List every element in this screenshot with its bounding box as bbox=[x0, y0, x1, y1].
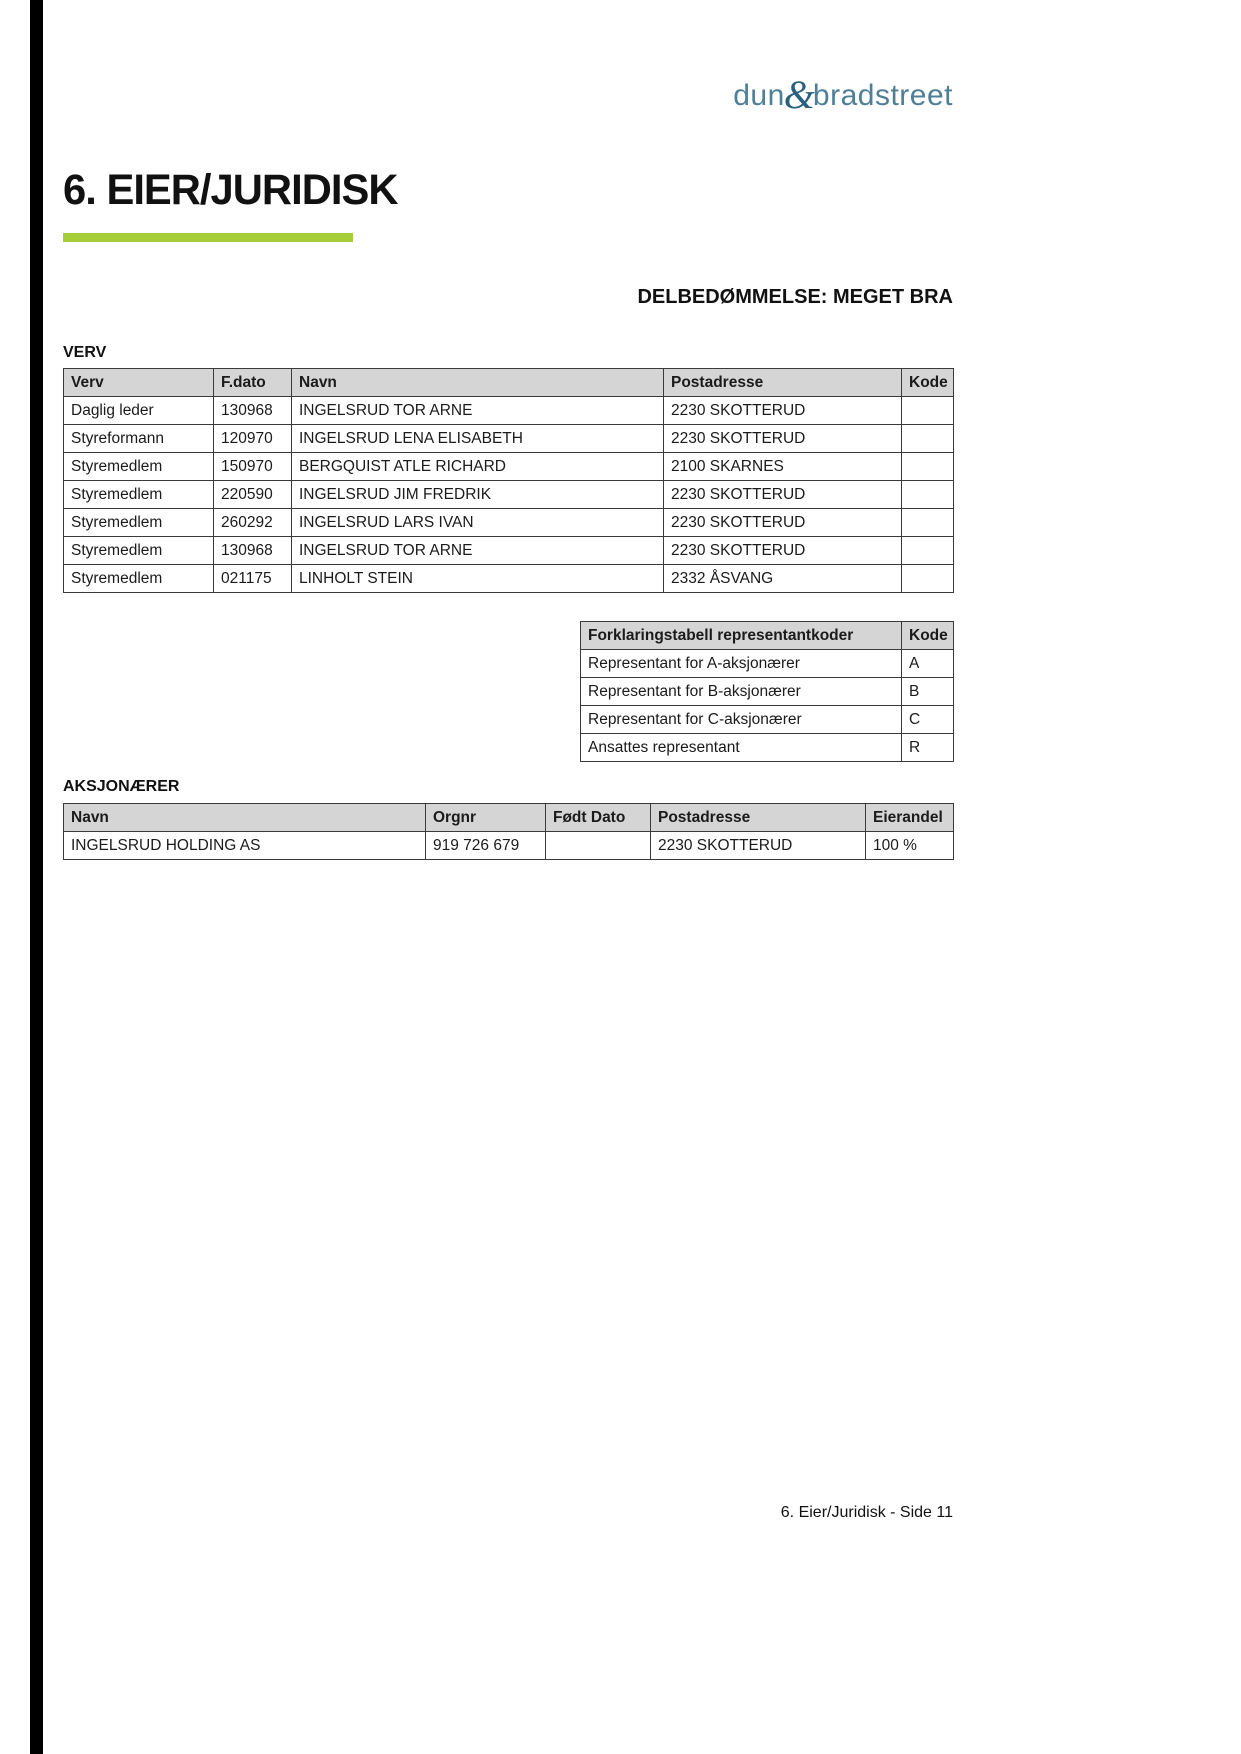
table-row bbox=[64, 537, 954, 565]
table-row bbox=[64, 509, 954, 537]
aksjonaerer-table-body bbox=[64, 832, 954, 860]
column-header: F.dato bbox=[214, 369, 292, 397]
table-cell: R bbox=[902, 734, 954, 762]
representative-codes-header bbox=[581, 622, 954, 650]
verv-table bbox=[63, 368, 954, 593]
column-header: Postadresse bbox=[651, 804, 866, 832]
column-header: Postadresse bbox=[664, 369, 902, 397]
table-row bbox=[64, 453, 954, 481]
left-edge-bar bbox=[30, 0, 43, 1754]
table-cell bbox=[902, 453, 954, 481]
table-cell: 2230 SKOTTERUD bbox=[664, 397, 902, 425]
aksjonaerer-table bbox=[63, 803, 954, 860]
table-cell: Styreformann bbox=[64, 425, 214, 453]
table-cell: 021175 bbox=[214, 565, 292, 593]
table-row bbox=[64, 832, 954, 860]
column-header: Orgnr bbox=[426, 804, 546, 832]
table-cell: 2230 SKOTTERUD bbox=[664, 509, 902, 537]
column-header: Kode bbox=[902, 622, 954, 650]
table-cell: INGELSRUD TOR ARNE bbox=[292, 397, 664, 425]
subrating-heading: DELBEDØMMELSE: MEGET BRA bbox=[637, 286, 953, 308]
table-cell: Styremedlem bbox=[64, 565, 214, 593]
table-cell: Representant for C-aksjonærer bbox=[581, 706, 902, 734]
representative-codes-table bbox=[580, 621, 954, 762]
page-footer: 6. Eier/Juridisk - Side 11 bbox=[780, 1504, 953, 1521]
table-cell: Styremedlem bbox=[64, 453, 214, 481]
column-header: Eierandel bbox=[866, 804, 954, 832]
table-cell: 260292 bbox=[214, 509, 292, 537]
table-cell: INGELSRUD HOLDING AS bbox=[64, 832, 426, 860]
table-cell: B bbox=[902, 678, 954, 706]
logo-text-bradstreet: bradstreet bbox=[812, 79, 953, 112]
table-cell: INGELSRUD LENA ELISABETH bbox=[292, 425, 664, 453]
logo-text-dun: dun bbox=[733, 79, 785, 112]
column-header: Navn bbox=[64, 804, 426, 832]
table-cell: A bbox=[902, 650, 954, 678]
header-row bbox=[64, 369, 954, 397]
aksjonaerer-table-header bbox=[64, 804, 954, 832]
table-cell: 220590 bbox=[214, 481, 292, 509]
aksjonaerer-section-label: AKSJONÆRER bbox=[63, 778, 180, 795]
table-cell: Styremedlem bbox=[64, 481, 214, 509]
dnb-ampersand-icon: & bbox=[783, 72, 815, 117]
table-cell bbox=[902, 425, 954, 453]
verv-section-label: VERV bbox=[63, 344, 107, 361]
table-cell: LINHOLT STEIN bbox=[292, 565, 664, 593]
table-cell: Representant for B-aksjonærer bbox=[581, 678, 902, 706]
table-row bbox=[581, 678, 954, 706]
table-cell: Ansattes representant bbox=[581, 734, 902, 762]
table-cell: Daglig leder bbox=[64, 397, 214, 425]
table-cell: 2230 SKOTTERUD bbox=[664, 481, 902, 509]
header-row bbox=[64, 804, 954, 832]
table-cell: 130968 bbox=[214, 397, 292, 425]
table-cell bbox=[902, 565, 954, 593]
column-header: Kode bbox=[902, 369, 954, 397]
table-cell: Styremedlem bbox=[64, 537, 214, 565]
table-row bbox=[581, 650, 954, 678]
table-cell: 2332 ÅSVANG bbox=[664, 565, 902, 593]
table-cell: C bbox=[902, 706, 954, 734]
table-cell: BERGQUIST ATLE RICHARD bbox=[292, 453, 664, 481]
representative-codes-body bbox=[581, 650, 954, 762]
verv-table-header bbox=[64, 369, 954, 397]
table-cell: 2230 SKOTTERUD bbox=[651, 832, 866, 860]
verv-table-body bbox=[64, 397, 954, 593]
table-cell: 100 % bbox=[866, 832, 954, 860]
table-cell: 150970 bbox=[214, 453, 292, 481]
table-row bbox=[64, 397, 954, 425]
table-cell: 120970 bbox=[214, 425, 292, 453]
table-cell: INGELSRUD JIM FREDRIK bbox=[292, 481, 664, 509]
column-header: Født Dato bbox=[546, 804, 651, 832]
table-row bbox=[64, 565, 954, 593]
table-cell bbox=[902, 509, 954, 537]
title-accent-bar bbox=[63, 233, 353, 242]
table-cell: INGELSRUD TOR ARNE bbox=[292, 537, 664, 565]
table-row bbox=[64, 481, 954, 509]
page-title: 6. EIER/JURIDISK bbox=[63, 166, 398, 214]
column-header: Forklaringstabell representantkoder bbox=[581, 622, 902, 650]
table-cell: Styremedlem bbox=[64, 509, 214, 537]
dun-bradstreet-logo bbox=[63, 68, 953, 115]
table-cell: 130968 bbox=[214, 537, 292, 565]
table-cell bbox=[902, 537, 954, 565]
table-cell bbox=[546, 832, 651, 860]
table-row bbox=[581, 706, 954, 734]
table-cell: 2100 SKARNES bbox=[664, 453, 902, 481]
table-cell: 2230 SKOTTERUD bbox=[664, 537, 902, 565]
table-row bbox=[581, 734, 954, 762]
header-row bbox=[581, 622, 954, 650]
column-header: Verv bbox=[64, 369, 214, 397]
table-cell: 2230 SKOTTERUD bbox=[664, 425, 902, 453]
table-row bbox=[64, 425, 954, 453]
table-cell bbox=[902, 481, 954, 509]
column-header: Navn bbox=[292, 369, 664, 397]
table-cell: INGELSRUD LARS IVAN bbox=[292, 509, 664, 537]
table-cell: 919 726 679 bbox=[426, 832, 546, 860]
table-cell bbox=[902, 397, 954, 425]
table-cell: Representant for A-aksjonærer bbox=[581, 650, 902, 678]
